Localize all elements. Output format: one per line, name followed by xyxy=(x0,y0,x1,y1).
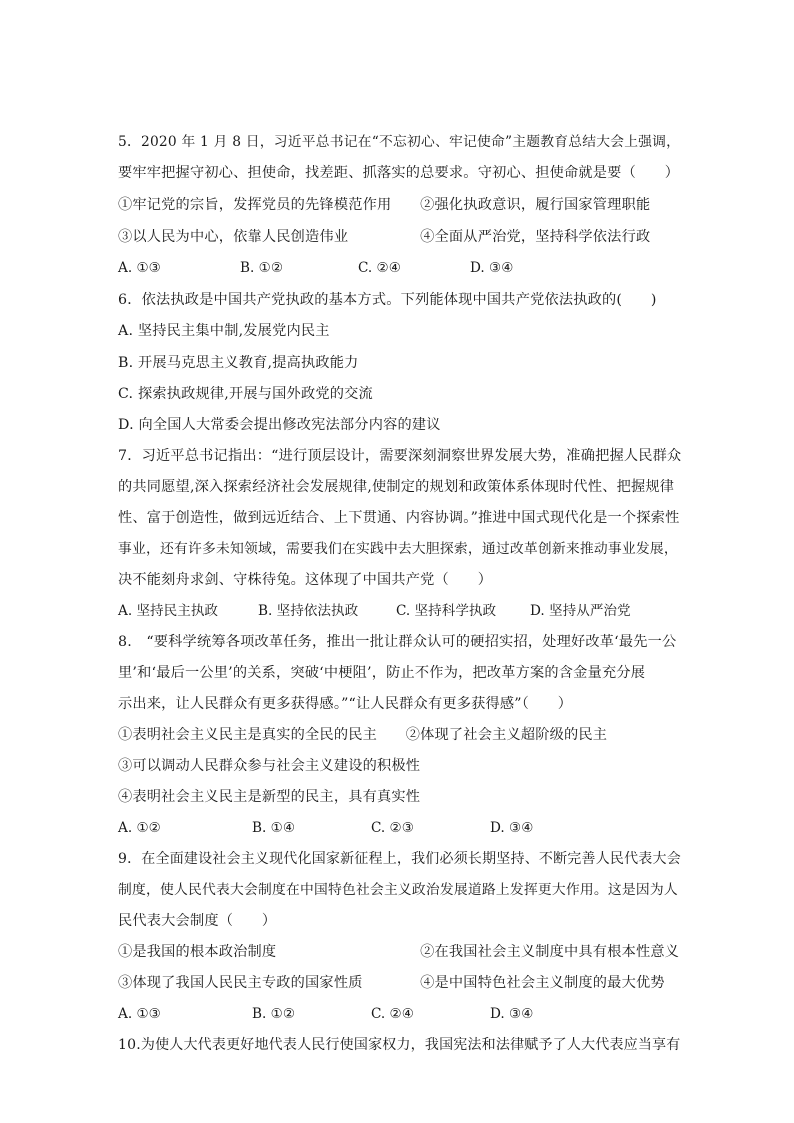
q8-option-a[interactable]: A. ①② xyxy=(118,820,161,836)
q9-option-b[interactable]: B. ①② xyxy=(252,1006,296,1022)
q9-stem-line-3: 民代表大会制度（ ） xyxy=(118,913,277,929)
q8-option-b[interactable]: B. ①④ xyxy=(252,820,296,836)
q8-stem-line-2: 里’和‘最后一公里’的关系，突破‘中梗阻’，防止不作为，把改革方案的含金量充分展 xyxy=(118,665,646,681)
q5-statement-2: ③以人民为中心，依靠人民创造伟业 ④全面从严治党，坚持科学依法行政 xyxy=(118,229,651,245)
q8-statement-3: ④表明社会主义民主是新型的民主，具有真实性 xyxy=(118,789,421,805)
q7-stem-line-1: 7．习近平总书记指出：“进行顶层设计，需要深刻洞察世界发展大势，准确把握人民群众 xyxy=(118,448,682,464)
q5-statement-1: ①牢记党的宗旨，发挥党员的先锋模范作用 ②强化执政意识，履行国家管理职能 xyxy=(118,197,651,213)
q5-option-d[interactable]: D. ③④ xyxy=(470,260,514,276)
q9-stem-line-1: 9．在全面建设社会主义现代化国家新征程上，我们必须长期坚持、不断完善人民代表大会 xyxy=(118,851,681,867)
q7-stem-line-4: 事业，还有许多未知领域，需要我们在实践中去大胆探索，通过改革创新来推动事业发展， xyxy=(118,541,678,557)
q5-stem-line-1: 5．2020 年 1 月 8 日，习近平总书记在“不忘初心、牢记使命”主题教育总结大会上强调， xyxy=(118,134,681,150)
q8-stem-line-1: 8. “要科学统筹各项改革任务，推出一批让群众认可的硬招实招，处理好改革‘最先一公 xyxy=(118,634,677,650)
q6-option-c[interactable]: C. 探索执政规律,开展与国外政党的交流 xyxy=(118,386,373,402)
q7-stem-line-2: 的共同愿望,深入探索经济社会发展规律,使制定的规划和政策体系体现时代性、把握规律 xyxy=(118,479,675,495)
q5-option-b[interactable]: B. ①② xyxy=(240,260,284,276)
q5-option-a[interactable]: A. ①③ xyxy=(118,260,161,276)
q5-stem-line-2: 要牢牢把握守初心、担使命，找差距、抓落实的总要求。守初心、担使命就是要（ ） xyxy=(118,165,680,181)
q6-option-d[interactable]: D. 向全国人大常委会提出修改宪法部分内容的建议 xyxy=(118,417,441,433)
q7-stem-line-5: 决不能刻舟求剑、守株待兔。这体现了中国共产党（ ） xyxy=(118,572,493,588)
q8-option-d[interactable]: D. ③④ xyxy=(490,820,534,836)
q7-option-b[interactable]: B. 坚持依法执政 xyxy=(258,603,359,619)
q9-option-c[interactable]: C. ②④ xyxy=(371,1006,414,1022)
q7-option-c[interactable]: C. 坚持科学执政 xyxy=(396,603,497,619)
q8-stem-line-3: 示出来，让人民群众有更多获得感。”“让人民群众有更多获得感”（ ） xyxy=(118,696,573,712)
q7-option-a[interactable]: A. 坚持民主执政 xyxy=(118,603,219,619)
q9-option-a[interactable]: A. ①③ xyxy=(118,1006,161,1022)
q8-statement-2: ③可以调动人民群众参与社会主义建设的积极性 xyxy=(118,758,421,774)
q9-option-d[interactable]: D. ③④ xyxy=(490,1006,534,1022)
q6-stem-line-1: 6．依法执政是中国共产党执政的基本方式。下列能体现中国共产党依法执政的( ) xyxy=(118,292,657,308)
q10-stem-line-1: 10.为使人大代表更好地代表人民行使国家权力，我国宪法和法律赋予了人大代表应当享有 xyxy=(118,1037,681,1053)
q9-statement-1: ①是我国的根本政治制度 ②在我国社会主义制度中具有根本性意义 xyxy=(118,944,680,960)
q9-statement-2: ③体现了我国人民民主专政的国家性质 ④是中国特色社会主义制度的最大优势 xyxy=(118,975,665,991)
q9-stem-line-2: 制度，使人民代表大会制度在中国特色社会主义政治发展道路上发挥更大作用。这是因为人 xyxy=(118,882,678,898)
q7-option-d[interactable]: D. 坚持从严治党 xyxy=(530,603,631,619)
q6-option-b[interactable]: B. 开展马克思主义教育,提高执政能力 xyxy=(118,355,359,371)
q7-stem-line-3: 性、富于创造性，做到远近结合、上下贯通、内容协调。”推进中国式现代化是一个探索性 xyxy=(118,510,680,526)
q8-statement-1: ①表明社会主义民主是真实的全民的民主 ②体现了社会主义超阶级的民主 xyxy=(118,727,608,743)
q5-option-c[interactable]: C. ②④ xyxy=(358,260,401,276)
q8-option-c[interactable]: C. ②③ xyxy=(371,820,414,836)
q6-option-a[interactable]: A. 坚持民主集中制,发展党内民主 xyxy=(118,323,330,339)
